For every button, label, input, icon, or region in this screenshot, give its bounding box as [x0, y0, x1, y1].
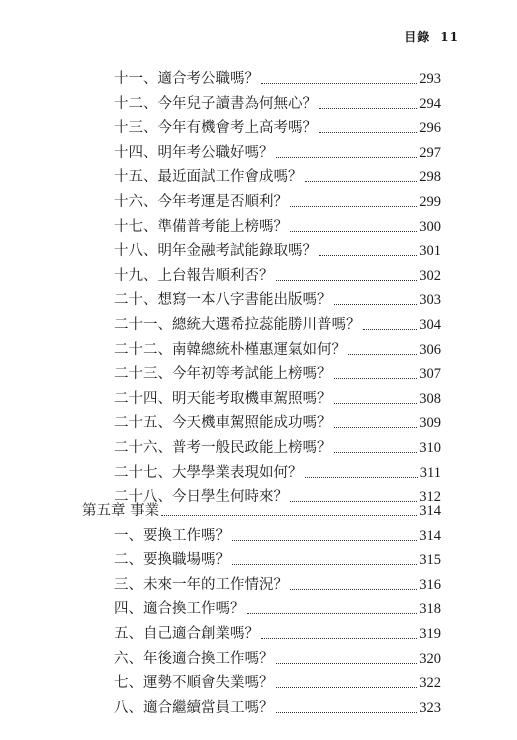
- toc-entry-title: 二十四、明天能考取機車駕照嗎？: [114, 390, 332, 407]
- dot-leader: [161, 515, 417, 516]
- toc-entry: [0, 384, 517, 408]
- dot-leader: [334, 378, 418, 379]
- toc-entry: [0, 162, 517, 186]
- dot-leader: [276, 157, 418, 158]
- toc-entry: [0, 359, 517, 383]
- running-header: [404, 28, 459, 45]
- dot-leader: [334, 427, 418, 428]
- toc-entry-title: 二十三、今年初等考試能上榜嗎？: [114, 366, 332, 383]
- toc-entry: [0, 64, 517, 88]
- toc-entry-page: 298: [419, 169, 441, 186]
- toc-entry-page: 318: [419, 601, 441, 618]
- dot-leader: [305, 181, 418, 182]
- dot-leader: [261, 83, 417, 84]
- toc-entry-page: 312: [419, 489, 441, 506]
- dot-leader: [363, 329, 418, 330]
- dot-leader: [276, 712, 418, 713]
- toc-entry: [0, 644, 517, 668]
- dot-leader: [348, 354, 417, 355]
- toc-entry-page: 297: [419, 144, 441, 161]
- toc-chapter-heading: [0, 496, 517, 520]
- toc-entry-title: 十三、今年有機會考上高考嗎？: [114, 120, 317, 137]
- toc-entry: [0, 668, 517, 692]
- toc-entry: [0, 693, 517, 717]
- toc-entry-title: 十一、適合考公職嗎？: [114, 71, 259, 87]
- toc-entry-page: 319: [419, 626, 441, 642]
- toc-entry-page: 296: [419, 120, 441, 137]
- toc-entry-page: 314: [419, 527, 441, 544]
- toc-entry-page: 314: [419, 503, 441, 519]
- toc-entry-page: 306: [419, 341, 441, 358]
- dot-leader: [319, 132, 417, 133]
- dot-leader: [276, 280, 418, 281]
- dot-leader: [334, 452, 418, 453]
- dot-leader: [334, 403, 418, 404]
- toc-entry-title: 十六、今年考運是否順利？: [114, 194, 288, 210]
- toc-entry-page: 301: [419, 243, 441, 260]
- dot-leader: [261, 638, 417, 639]
- dot-leader: [290, 206, 417, 207]
- toc-entry-title: 八、適合繼續當員工嗎？: [114, 699, 274, 716]
- dot-leader: [290, 231, 417, 232]
- toc-entry-page: 309: [419, 415, 441, 432]
- toc-entry: [0, 187, 517, 211]
- toc-entry-title: 二十七、大學學業表現如何？: [114, 464, 303, 481]
- dot-leader: [305, 477, 418, 478]
- toc-entry: [0, 113, 517, 137]
- toc-entry: [0, 89, 517, 113]
- toc-entry-title: 二、要換職場嗎？: [114, 552, 230, 569]
- toc-entry-page: 308: [419, 390, 441, 407]
- toc-entry-title: 五、自己適合創業嗎？: [114, 626, 259, 642]
- toc-entry: [0, 335, 517, 359]
- toc-entry-title: 十五、最近面試工作會成嗎？: [114, 169, 303, 186]
- toc-entry-title: 二十二、南韓總統朴槿惠運氣如何？: [114, 341, 346, 358]
- toc-entry-page: 310: [419, 440, 441, 456]
- toc-entry-page: 320: [419, 650, 441, 667]
- toc-entry-title: 一、要換工作嗎？: [114, 527, 230, 544]
- toc-entry: [0, 285, 517, 309]
- toc-entry-title: 四、適合換工作嗎？: [114, 601, 245, 618]
- dot-leader: [276, 663, 418, 664]
- dot-leader: [319, 255, 417, 256]
- toc-entry: [0, 545, 517, 569]
- dot-leader: [290, 589, 417, 590]
- toc-entry-page: 315: [419, 552, 441, 569]
- toc-entry-page: 322: [419, 675, 441, 692]
- toc-entry: [0, 433, 517, 457]
- toc-entry: [0, 619, 517, 643]
- toc-entry-title: 第五章 事業: [82, 503, 160, 519]
- toc-entry-page: 293: [419, 71, 441, 87]
- toc-entry-title: 十九、上台報告順利否？: [114, 267, 274, 284]
- toc-entry-page: 303: [419, 292, 441, 309]
- header-title: 目錄: [404, 30, 431, 44]
- toc-entry-title: 十七、準備普考能上榜嗎？: [114, 218, 288, 235]
- toc-entry-title: 十四、明年考公職好嗎？: [114, 144, 274, 161]
- toc-entry-page: 300: [419, 218, 441, 235]
- dot-leader: [276, 687, 418, 688]
- toc-entry-title: 三、未來一年的工作情況？: [114, 576, 288, 593]
- dot-leader: [232, 540, 417, 541]
- toc-entry: [0, 236, 517, 260]
- toc-entry: [0, 408, 517, 432]
- toc-entry-page: 304: [419, 317, 441, 333]
- dot-leader: [334, 304, 418, 305]
- toc-entry-title: 十八、明年金融考試能錄取嗎？: [114, 243, 317, 260]
- toc-entry-title: 二十六、普考一般民政能上榜嗎？: [114, 440, 332, 456]
- toc-entry-title: 二十五、今天機車駕照能成功嗎？: [114, 415, 332, 432]
- toc-entry: [0, 521, 517, 545]
- toc-entry: [0, 138, 517, 162]
- toc-entry-page: 311: [419, 464, 441, 481]
- toc-entry-page: 316: [419, 576, 441, 593]
- toc-entry: [0, 212, 517, 236]
- toc-entry-page: 299: [419, 194, 441, 210]
- toc-entry-page: 307: [419, 366, 441, 383]
- toc-entry-page: 302: [419, 267, 441, 284]
- toc-entry-title: 二十一、總統大選希拉蕊能勝川普嗎？: [114, 317, 361, 333]
- header-page-number: 11: [440, 30, 459, 44]
- toc-entry-title: 二十、想寫一本八字書能出版嗎？: [114, 292, 332, 309]
- toc-entry: [0, 310, 517, 334]
- dot-leader: [319, 108, 417, 109]
- toc-entry-page: 294: [419, 95, 441, 112]
- toc-entry-page: 323: [419, 699, 441, 716]
- toc-entry: [0, 570, 517, 594]
- toc-entry-title: 七、運勢不順會失業嗎？: [114, 675, 274, 692]
- toc-entry: [0, 594, 517, 618]
- dot-leader: [247, 613, 418, 614]
- toc-entry: [0, 458, 517, 482]
- toc-entry: [0, 261, 517, 285]
- toc-entry-title: 六、年後適合換工作嗎？: [114, 650, 274, 667]
- dot-leader: [232, 564, 417, 565]
- toc-entry-title: 二十八、今日學生何時來？: [114, 489, 288, 506]
- toc-entry-title: 十二、今年兒子讀書為何無心？: [114, 95, 317, 112]
